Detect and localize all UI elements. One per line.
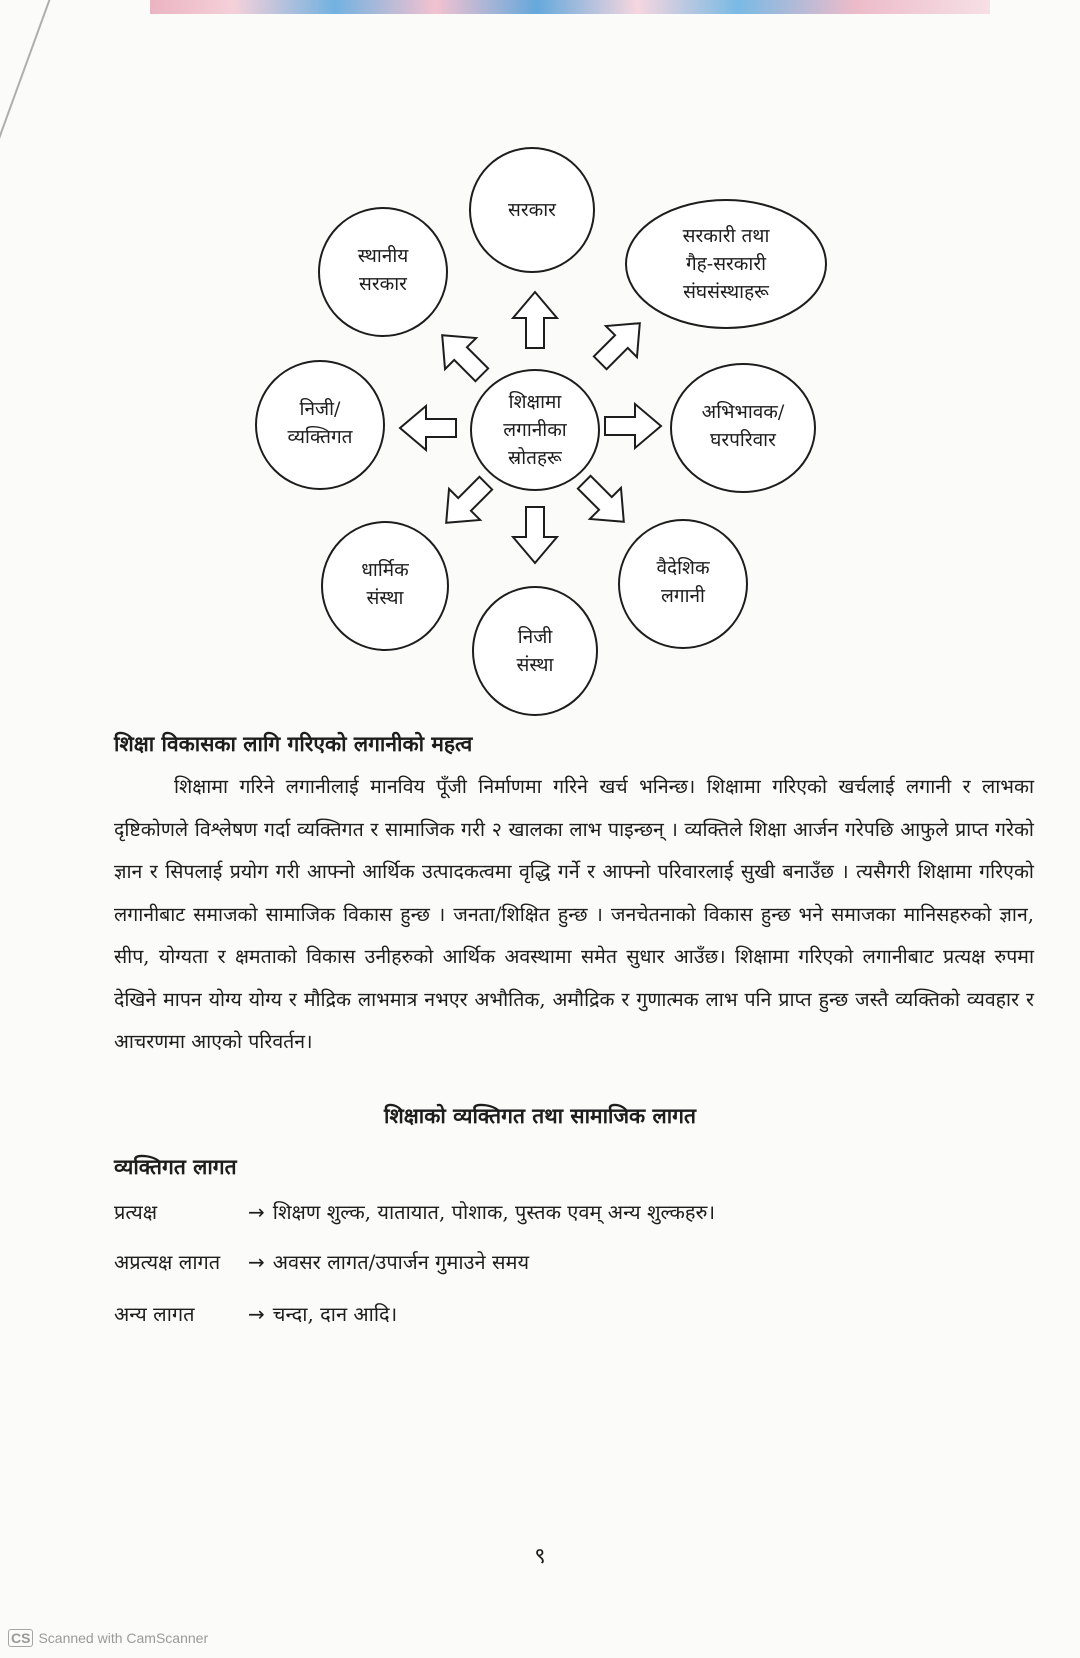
node-religious xyxy=(322,522,448,650)
node-ngo-line-1: सरकारी तथा xyxy=(682,225,770,247)
arrow-up-left xyxy=(427,320,498,391)
node-local-gov-line-2: सरकार xyxy=(359,273,407,295)
node-parents-line-2: घरपरिवार xyxy=(710,429,776,451)
cost-row-value: अवसर लागत/उपार्जन गुमाउने समय xyxy=(272,1250,530,1274)
arrow-down-right xyxy=(569,467,640,538)
center-node xyxy=(471,370,599,490)
right-arrow-icon: → xyxy=(248,1200,265,1224)
node-local-gov xyxy=(319,208,447,336)
page-number: ९ xyxy=(534,1544,546,1569)
node-ngo xyxy=(626,200,826,328)
cost-row-value-wrap xyxy=(248,1198,715,1225)
cost-row-value-wrap xyxy=(248,1248,529,1275)
section-paragraph: शिक्षामा गरिने लगानीलाई मानविय पूँजी निर्माणमा गरिने खर्च भनिन्छ। शिक्षामा गरिएको खर्चलाई लगानी र लाभका दृष्टिकोणले विश्लेषण गर्दा व्यक्तिगत र सामाजिक गरी २ खालका लाभ पाइन्छन् । व्यक्तिले शिक्षा आर्जन गरेपछि आफुले प्राप्त गरेको ज्ञान र सिपलाई प्रयोग गरी आफ्नो आर्थिक उत्पादकत्वमा वृद्धि गर्ने र आफ्नो परिवारलाई सुखी बनाउँछ । त्यसैगरी शिक्षामा गरिएको लगानीबाट समाजको सामाजिक विकास हुन्छ । जनता/शिक्षित हुन्छ । जनचेतनाको विकास हुन्छ भने समाजका मानिसहरुको ज्ञान, सीप, योग्यता र क्षमताको विकास उनीहरुको आर्थिक अवस्थामा समेत सुधार आउँछ। शिक्षामा गरिएको लगानीबाट प्रत्यक्ष रुपमा देखिने मापन योग्य योग्य र मौद्रिक लाभमात्र नभएर अभौतिक, अमौद्रिक र गुणात्मक लाभ पनि प्राप्त हुन्छ जस्तै व्यक्तिको व्यवहार र आचरणमा आएको परिवर्तन। xyxy=(114,775,1034,1053)
cost-row-label: प्रत्यक्ष xyxy=(114,1200,158,1224)
center-line-3: स्रोतहरू xyxy=(508,447,562,469)
node-parents xyxy=(671,364,815,492)
node-religious-line-1: धार्मिक xyxy=(361,559,409,581)
center-line-1: शिक्षामा xyxy=(508,391,562,413)
node-personal xyxy=(256,361,384,489)
cost-title: शिक्षाको व्यक्तिगत तथा सामाजिक लागत xyxy=(384,1103,696,1128)
cost-row-value: चन्दा, दान आदि। xyxy=(272,1302,398,1326)
right-arrow-icon: → xyxy=(248,1250,265,1274)
node-ngo-line-2: गैह-सरकारी xyxy=(685,253,767,275)
section-heading: शिक्षा विकासका लागि गरिएको लगानीको महत्व xyxy=(114,731,473,756)
node-sarkar-line-1: सरकार xyxy=(508,199,556,221)
node-private-inst-line-1: निजी xyxy=(517,626,553,648)
cost-row-label: अप्रत्यक्ष लागत xyxy=(114,1250,221,1274)
node-foreign-line-2: लगानी xyxy=(661,585,705,607)
investment-sources-diagram xyxy=(0,0,1080,730)
node-private-inst-line-2: संस्था xyxy=(516,654,554,676)
node-religious-line-2: संस्था xyxy=(366,587,404,609)
arrow-right xyxy=(605,404,661,448)
node-sarkar xyxy=(470,148,594,272)
arrow-up xyxy=(513,292,557,348)
node-personal-line-1: निजी/ xyxy=(299,398,341,420)
scanner-watermark xyxy=(8,1626,208,1650)
cost-row-value-wrap xyxy=(248,1300,397,1327)
camscanner-logo-icon: CS xyxy=(8,1629,33,1647)
cost-row-value: शिक्षण शुल्क, यातायात, पोशाक, पुस्तक एवम् अन्य शुल्कहरु। xyxy=(272,1200,716,1224)
arrow-down-left xyxy=(431,468,502,539)
arrow-down xyxy=(513,507,557,563)
node-ngo-line-3: संघसंस्थाहरू xyxy=(683,281,769,303)
arrow-up-right xyxy=(585,308,656,379)
node-foreign xyxy=(619,520,747,648)
arrow-left xyxy=(400,406,456,450)
node-personal-line-2: व्यक्तिगत xyxy=(287,426,353,448)
cost-subheading: व्यक्तिगत लागत xyxy=(114,1154,237,1179)
node-foreign-line-1: वैदेशिक xyxy=(656,557,710,579)
node-private-inst xyxy=(473,587,597,715)
center-line-2: लगानीका xyxy=(503,419,567,441)
node-parents-line-1: अभिभावक/ xyxy=(701,401,785,423)
scanner-text: Scanned with CamScanner xyxy=(38,1630,209,1646)
cost-row-label: अन्य लागत xyxy=(114,1302,195,1326)
right-arrow-icon: → xyxy=(248,1302,265,1326)
node-local-gov-line-1: स्थानीय xyxy=(357,245,409,267)
